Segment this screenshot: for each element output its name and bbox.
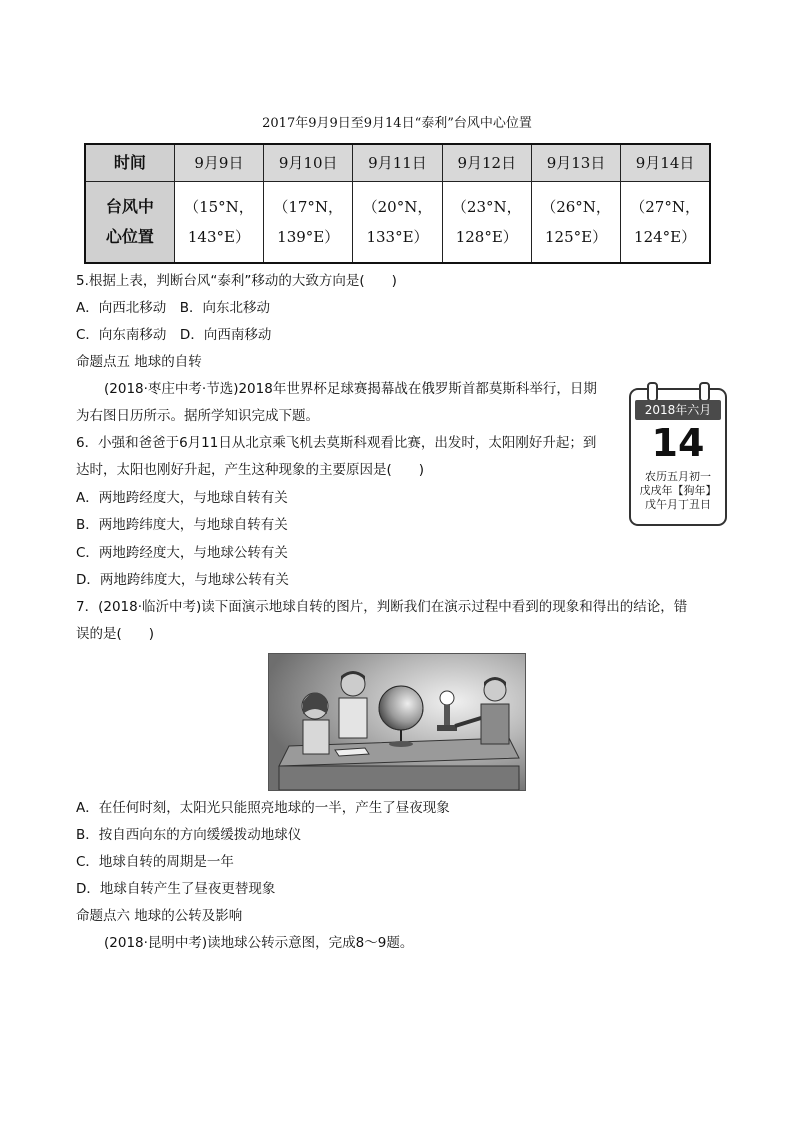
q6-stem-line1: 6．小强和爸爸于6月11日从北京乘飞机去莫斯科观看比赛，出发时，太阳刚好升起；到	[76, 435, 597, 451]
lat-text: （20°N，	[362, 198, 433, 216]
table-date-cell: 9月12日	[442, 144, 531, 182]
calendar-day: 14	[651, 421, 705, 465]
q5-options-cd: C．向东南移动 D．向西南移动	[76, 327, 272, 343]
table-date-cell: 9月9日	[174, 144, 263, 182]
section-heading-6: 命题点六 地球的公转及影响	[76, 908, 243, 924]
calendar-lunar-2: 戊戌年【狗年】	[639, 484, 717, 497]
section-heading-5: 命题点五 地球的自转	[76, 354, 202, 370]
q6-option-b: B．两地跨纬度大，与地球自转有关	[76, 517, 288, 533]
typhoon-position-table	[84, 143, 711, 264]
calendar-ring	[647, 382, 658, 402]
q6-option-d: D．两地跨纬度大，与地球公转有关	[76, 572, 289, 588]
table-caption: 2017年9月9日至9月14日“泰利”台风中心位置	[262, 116, 532, 131]
q5-options-ab: A．向西北移动 B．向东北移动	[76, 300, 270, 316]
intro-5-line1: (2018·枣庄中考·节选)2018年世界杯足球赛揭幕战在俄罗斯首都莫斯科举行，日期	[104, 381, 597, 397]
calendar-ring	[699, 382, 710, 402]
lon-text: 124°E）	[634, 228, 697, 246]
q7-option-d: D．地球自转产生了昼夜更替现象	[76, 881, 276, 897]
table-header-time: 时间	[85, 144, 174, 182]
calendar-lunar-3: 戊午月丁丑日	[645, 498, 711, 511]
q7-option-a: A．在任何时刻，太阳光只能照亮地球的一半，产生了昼夜现象	[76, 800, 450, 816]
table-position-cell	[442, 182, 531, 264]
table-date-cell: 9月10日	[264, 144, 353, 182]
table-header-position	[85, 182, 174, 264]
lat-text: （15°N，	[184, 198, 254, 216]
table-position-cell	[353, 182, 442, 264]
demo-scene-image	[269, 654, 525, 790]
table-position-cell	[531, 182, 620, 264]
table-row	[85, 144, 710, 182]
lon-text: 143°E）	[187, 228, 250, 246]
q6-stem-line2: 达时，太阳也刚好升起，产生这种现象的主要原因是( )	[76, 462, 425, 478]
q7-stem-line2: 误的是( )	[76, 626, 155, 642]
lon-text: 128°E）	[455, 228, 518, 246]
calendar-month: 2018年六月	[635, 400, 721, 420]
q7-option-c: C．地球自转的周期是一年	[76, 854, 234, 870]
q6-option-c: C．两地跨经度大，与地球公转有关	[76, 545, 288, 561]
table-position-cell	[264, 182, 353, 264]
calendar-lunar-1: 农历五月初一	[645, 470, 711, 483]
intro-5-line2: 为右图日历所示。据所学知识完成下题。	[76, 408, 319, 424]
lon-text: 139°E）	[277, 228, 340, 246]
q6-option-a: A．两地跨经度大，与地球自转有关	[76, 490, 288, 506]
intro-6: (2018·昆明中考)读地球公转示意图，完成8～9题。	[104, 935, 414, 951]
q5-stem: 5.根据上表，判断台风“泰利”移动的大致方向是( )	[76, 273, 397, 289]
table-date-cell: 9月14日	[621, 144, 710, 182]
row-label-line2: 心位置	[105, 227, 154, 246]
q7-stem-line1: 7．(2018·临沂中考)读下面演示地球自转的图片，判断我们在演示过程中看到的现象和得出的结论，错	[76, 599, 688, 615]
table-position-cell	[174, 182, 263, 264]
rotation-demo-illustration	[268, 653, 526, 791]
table-position-cell	[621, 182, 710, 264]
lon-text: 133°E）	[366, 228, 429, 246]
table-date-cell: 9月11日	[353, 144, 442, 182]
lat-text: （26°N，	[541, 198, 611, 216]
row-label-line1: 台风中	[105, 197, 154, 216]
lat-text: （17°N，	[273, 198, 344, 216]
table-row	[85, 182, 710, 264]
table-date-cell: 9月13日	[531, 144, 620, 182]
lon-text: 125°E）	[545, 228, 608, 246]
lat-text: （23°N，	[451, 198, 522, 216]
calendar-image	[629, 388, 727, 526]
lat-text: （27°N，	[630, 198, 700, 216]
q7-option-b: B．按自西向东的方向缓缓拨动地球仪	[76, 827, 302, 843]
